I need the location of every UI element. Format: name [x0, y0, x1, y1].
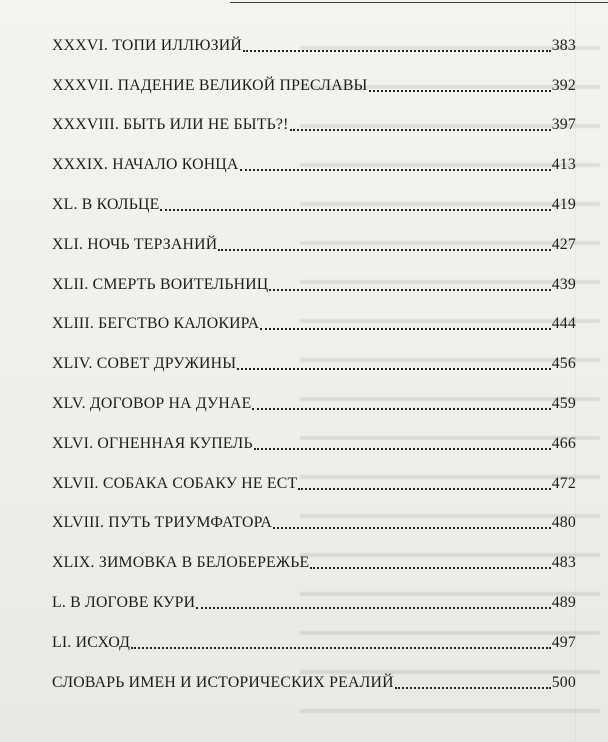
dot-leader: [395, 687, 551, 689]
dot-leader: [160, 209, 550, 211]
toc-entry: [52, 217, 576, 257]
toc-entry-title: XLIII. БЕГСТВО КАЛОКИРА: [52, 315, 260, 333]
dot-leader: [243, 50, 551, 52]
toc-entry-page: 444: [551, 315, 576, 333]
toc-entry-title: XXXVII. ПАДЕНИЕ ВЕЛИКОЙ ПРЕСЛАВЫ: [52, 76, 368, 94]
toc-entry-page: 413: [551, 156, 576, 174]
dot-leader: [237, 368, 550, 370]
toc-entry-title: XXXVIII. БЫТЬ ИЛИ НЕ БЫТЬ?!: [52, 116, 289, 134]
dot-leader: [218, 249, 550, 251]
toc-entry: [52, 137, 576, 177]
toc-entry: [52, 177, 576, 217]
dot-leader: [298, 488, 550, 490]
toc-entry: [52, 336, 576, 376]
dot-leader: [260, 328, 550, 330]
toc-entry-title: XLIX. ЗИМОВКА В БЕЛОБЕРЕЖЬЕ: [52, 554, 310, 572]
toc-entry-title: L. В ЛОГОВЕ КУРИ: [52, 593, 196, 611]
table-of-contents: [52, 18, 576, 695]
toc-entry-title: XL. В КОЛЬЦЕ: [52, 195, 160, 213]
toc-entry-title: LI. ИСХОД: [52, 633, 131, 651]
toc-entry-page: 439: [551, 275, 576, 293]
toc-entry-title: XLVIII. ПУТЬ ТРИУМФАТОРА: [52, 514, 273, 532]
toc-entry: [52, 416, 576, 456]
top-rule: [230, 2, 608, 3]
toc-entry-page: 472: [551, 474, 576, 492]
toc-entry-page: 497: [551, 633, 576, 651]
toc-entry-page: 427: [551, 235, 576, 253]
dot-leader: [269, 289, 550, 291]
toc-entry-page: 419: [551, 195, 576, 213]
dot-leader: [310, 567, 550, 569]
toc-entry-title: XXXVI. ТОПИ ИЛЛЮЗИЙ: [52, 36, 243, 54]
toc-entry: [52, 98, 576, 138]
dot-leader: [131, 647, 551, 649]
toc-entry-title: XLII. СМЕРТЬ ВОИТЕЛЬНИЦ: [52, 275, 269, 293]
dot-leader: [369, 90, 551, 92]
toc-entry-page: 397: [551, 116, 576, 134]
toc-entry: [52, 496, 576, 536]
toc-entry-page: 459: [551, 394, 576, 412]
toc-entry: [52, 535, 576, 575]
toc-entry-title: XLVI. ОГНЕННАЯ КУПЕЛЬ: [52, 434, 253, 452]
toc-entry-page: 500: [551, 673, 576, 691]
toc-entry-title: XLV. ДОГОВОР НА ДУНАЕ: [52, 394, 252, 412]
toc-entry-page: 480: [551, 514, 576, 532]
toc-entry-page: 383: [551, 36, 576, 54]
toc-entry-title: XXXIX. НАЧАЛО КОНЦА: [52, 156, 239, 174]
dot-leader: [290, 129, 551, 131]
toc-entry: [52, 18, 576, 58]
toc-entry-page: 489: [551, 593, 576, 611]
toc-entry-title: XLVII. СОБАКА СОБАКУ НЕ ЕСТ: [52, 474, 298, 492]
toc-entry-title: XLIV. СОВЕТ ДРУЖИНЫ: [52, 355, 237, 373]
toc-entry-title: СЛОВАРЬ ИМЕН И ИСТОРИЧЕСКИХ РЕАЛИЙ: [52, 673, 394, 691]
toc-entry: [52, 655, 576, 695]
toc-entry-page: 466: [551, 434, 576, 452]
dot-leader: [196, 607, 550, 609]
toc-entry: [52, 376, 576, 416]
toc-entry: [52, 615, 576, 655]
dot-leader: [240, 169, 551, 171]
toc-entry: [52, 58, 576, 98]
toc-entry: [52, 456, 576, 496]
dot-leader: [252, 408, 550, 410]
toc-entry-page: 456: [551, 355, 576, 373]
toc-entry-page: 483: [551, 554, 576, 572]
toc-entry: [52, 297, 576, 337]
toc-entry: [52, 257, 576, 297]
toc-entry-title: XLI. НОЧЬ ТЕРЗАНИЙ: [52, 235, 218, 253]
toc-entry-page: 392: [551, 76, 576, 94]
dot-leader: [254, 448, 551, 450]
toc-entry: [52, 575, 576, 615]
dot-leader: [273, 527, 551, 529]
